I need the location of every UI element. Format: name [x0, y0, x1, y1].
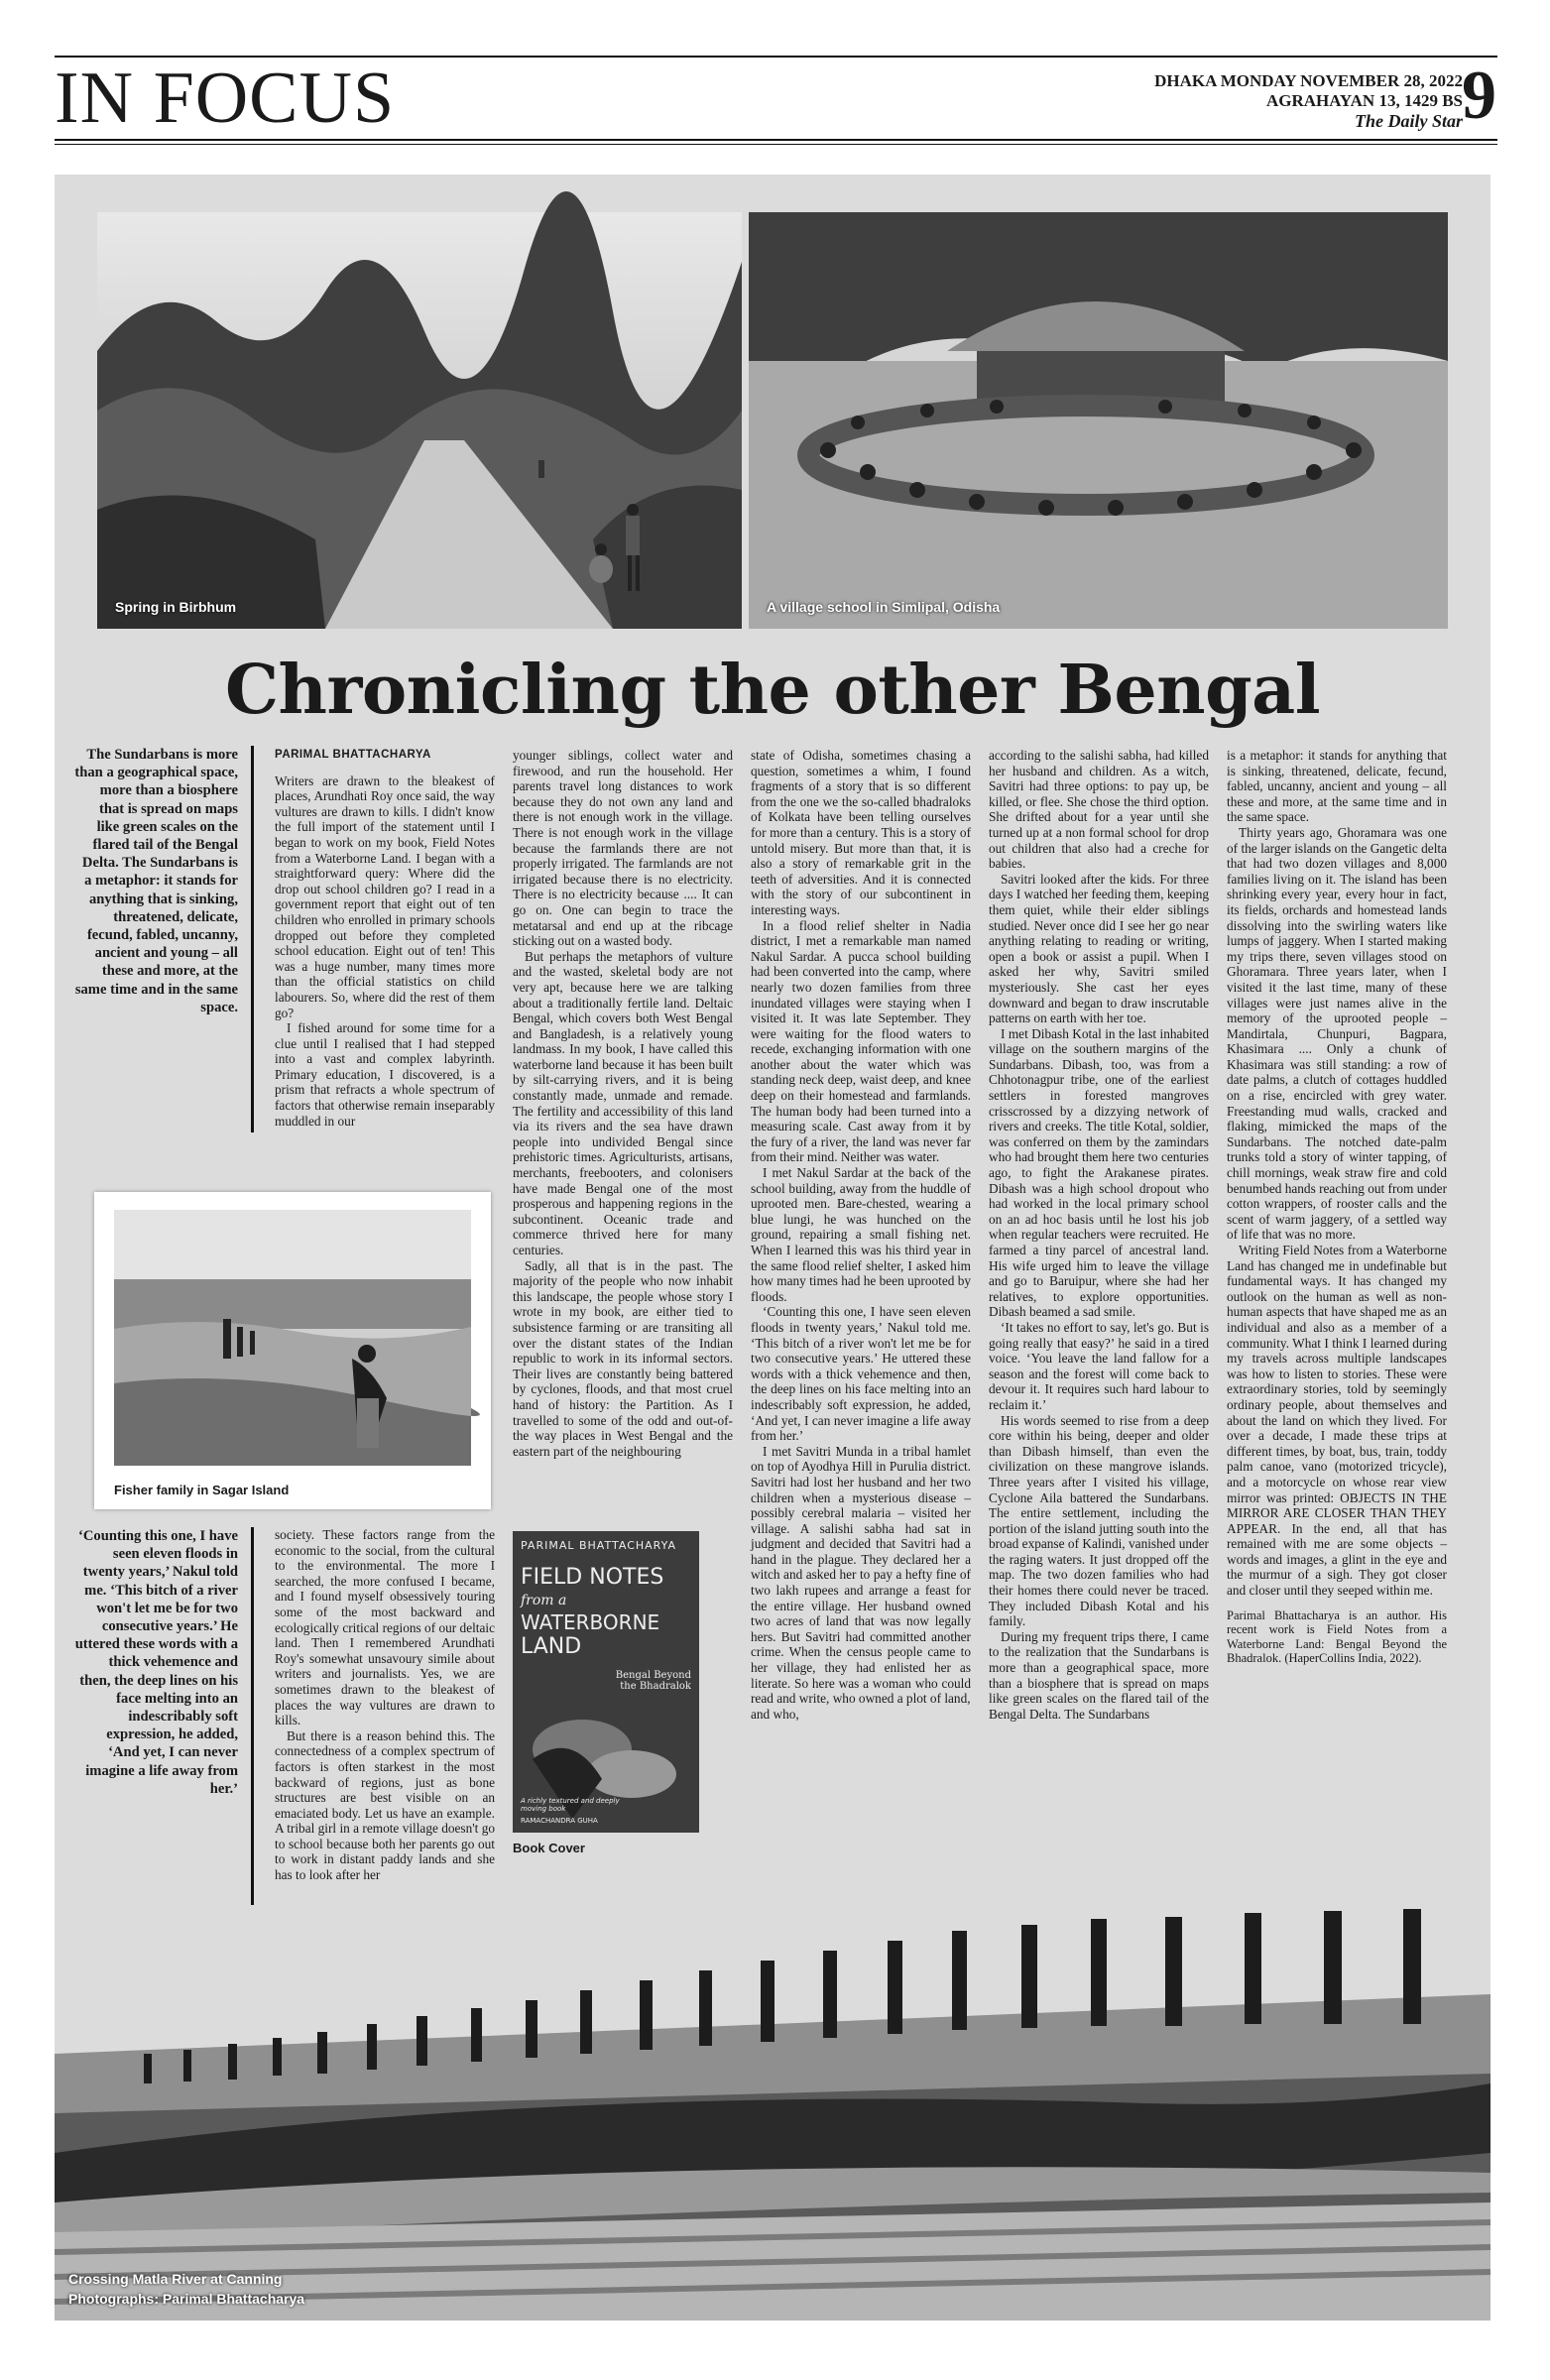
col4-paragraph: I met Dibash Kotal in the last inhabited village on the southern margins of the Sundarbans. Dibash, too, was from a Chhotonagpur tribe, one of the earliest settlers in forested mangroves crisscrossed by a dizzying network of rivers and creeks. The title Kotal, soldier, was conferred on them by the zamindars who had brought them here two centuries ago, to fight the Arakanese pirates. Dibash was a high school dropout who had worked in the local primary school on an ad hoc basis until he lost his job when regular teachers were recruited. He farmed a tiny parcel of ancestral land. His wife urged him to leave the village and go to Baruipur, where she had her relatives, to explore opportunities. Dibash beamed a sad smile. — [989, 1025, 1209, 1320]
photo-village-school-simlipal — [749, 212, 1448, 629]
author-bio: Parimal Bhattacharya is an author. His recent work is Field Notes from a Waterborne Land: Bengal Beyond the Bhadralok. (HaperCollins India, 2022). — [1227, 1607, 1447, 1666]
book-blurb-by: RAMACHANDRA GUHA — [521, 1817, 598, 1825]
book-blurb: A richly textured and deeply moving book — [521, 1797, 620, 1813]
book-author: PARIMAL BHATTACHARYA — [521, 1539, 677, 1552]
col3-paragraph: ‘Counting this one, I have seen eleven floods in twenty years,’ Nakul told me. ‘This bitch of a river won't let me be for two consecutive years.’ He uttered these words with a thick vehemence and then, the deep lines on his face melting into an indescribably soft expression, he added, ‘And yet, I can never imagine a life away from her.’ — [751, 1304, 971, 1444]
col4-paragraph: according to the salishi sabha, had killed her husband and children. As a witch, Savitri had three options: to pay up, be killed, or flee. She chose the third option. She drifted about for a year until she turned up at a non formal school for drop out children that also had a creche for babies. — [989, 748, 1209, 872]
pullquote-sundarbans: The Sundarbans is more than a geographical space, more than a biosphere that is spread on maps like green scales on the flared tail of the Bengal Delta. The Sundarbans is a metaphor: it stands for anything that is sinking, threatened, delicate, fecund, fabled, uncanny, ancient and young – all these and more, at the same time and in the same space. — [74, 747, 238, 1015]
photo-fisher-family — [114, 1210, 471, 1466]
col2-paragraph: younger siblings, collect water and firewood, and run the household. Her parents travel long distances to work because they do not own any land and there is not enough work in the village. There is not enough work in the village because the farmlands there are not properly irrigated. The farmlands are not irrigated because there is no electricity. There is no electricity because .... It can go on. One can begin to trace the metatarsal and end up at the ribcage sticking out on a wasted body. — [513, 748, 733, 949]
col4-paragraph: Savitri looked after the kids. For three days I watched her feeding them, keeping them quiet, while their elder siblings studied. Never once did I see her go near anything relating to reading or writing, open a book or assist a pupil. When I asked her why, Savitri smiled mysteriously. She cast her eyes downward and began to draw inscrutable patterns on earth with her toe. — [989, 871, 1209, 1026]
paper-name: The Daily Star — [1354, 111, 1463, 131]
date-line: DHAKA MONDAY NOVEMBER 28, 2022 — [1154, 71, 1463, 90]
article-column-3 — [751, 748, 971, 1868]
col3-paragraph: I met Savitri Munda in a tribal hamlet on top of Ayodhya Hill in Purulia district. Savitri had lost her husband and her two children when a mysterious disease – possibly cerebral malaria – visited her village. A salishi sabha had sat in judgment and decided that Savitri had a hand in the plague. They declared her a witch and asked her to pay a hefty fine of two lakh rupees and arrange a feast for the entire village. Her husband owned two acres of land that was now legally hers. But Savitri had committed another crime. When the census people came to her village, they had enlisted her as literate. So here was a woman who could read and write, who owned a plot of land, — [751, 1443, 971, 1707]
article-column-1b — [275, 1527, 495, 1883]
col1b-paragraph: society. These factors range from the economic to the social, from the cultural to the environmental. The more I searched, the more confused I became, and I found myself obsessively touring some of the most backward and ecologically critical regions of our deltaic land. Then I remembered Arundhati Roy's somewhat unsavoury simile about writers and journalists. Yes, we are sometimes drawn to the bleakest of places the way vultures are drawn to kills. — [275, 1527, 495, 1728]
col3-paragraph: state of Odisha, sometimes chasing a question, sometimes a whim, I found fragments of a story that is so different from the one we the so-called bhadraloks of Kolkata have been telling ourselves for more than a century. This is a story of untold misery. But more than that, it is also a story of remarkable grit in the teeth of adversities. And it is connected with the story of our subcontinent in interesting ways. — [751, 748, 971, 917]
fisher-family-image — [114, 1210, 471, 1466]
col5-paragraph: Thirty years ago, Ghoramara was one of the larger islands on the Gangetic delta that had two dozen villages and 8,000 families living on it. The island has been shrinking every year, every hour in fact, its fields, orchards and homestead lands dissolving into the swirling waters like lumps of jaggery. When I started making my trips there, seven villages stood on Ghoramara. Three years later, when I visited it the last time, many of these villages were just names alive in the memory of the uprooted people – Mandirtala, Chunpuri, Bagpara, Khasimara .... Only a chunk of Khasimara was still standing: a row of date palms, a clutch of cottages huddled on a rise, encircled with grey water. Freestanding mud walls, cracked and flaking, mimicked the maps of the Sundarbans. The notched date-palm trunks told a story of winter tapping, of chill mornings, weak straw fire and cold benumbed hands reaching out from under cotton wrappers, of rooster calls and the scent of warm jaggery, of a settled way of life that was no more. — [1227, 824, 1447, 1243]
pullquote-rule-2 — [251, 1527, 254, 1924]
col5-paragraph: is a metaphor: it stands for anything that is sinking, threatened, delicate, fecund, fabled, uncanny, ancient and young – all these and more, at the same time and in the same space. — [1227, 748, 1447, 825]
col1b-paragraph: But there is a reason behind this. The connectedness of a complex spectrum of factors is often starkest in the most backward of regions, just as bone structures are best visible on an emaciated body. Let us have an example. A tribal girl in a remote village doesn't go to school because both her parents go out to work in distant paddy lands and she has to look after her — [275, 1727, 495, 1883]
feature-panel — [55, 175, 1490, 2320]
fisher-family-photo-box — [94, 1192, 491, 1509]
village-school-image — [749, 212, 1448, 629]
pullquote-rule-1 — [251, 746, 254, 1132]
caption-book-cover: Book Cover — [513, 1841, 585, 1855]
col5-paragraph: Writing Field Notes from a Waterborne Land has changed me in undefinable but fundamental ways. It has changed my outlook on the human as well as non-human aspects that have shaped me as an individual and also as a member of a community. What I think I learned during my travels across multiple landscapes was how to listen to stories. These were extraordinary stories, told by seemingly ordinary people, about themselves and about the land on which they lived. For over a decade, I made these trips at different times, by boat, bus, train, toddy palm canoe, vano (motorized tricycle), and a motorcycle on whose rear view mirror was printed: OBJECTS IN THE MIRROR ARE CLOSER THAN THEY APPEAR. In the end, all that has remained with me are some objects – words and images, a glint in the eye and the murmur of a sigh. They got closer and closer until they seeped within me. — [1227, 1243, 1447, 1599]
birbhum-image — [97, 212, 742, 629]
caption-crossing-matla: Crossing Matla River at Canning — [68, 2271, 283, 2287]
pullquote-nakul: ‘Counting this one, I have seen eleven floods in twenty years,’ Nakul told me. ‘This bitch of a river won't let me be for two consecutive years.’ He uttered these words with a thick vehemence and then, the deep lines on his face melting into an indescribably soft expression, he added, ‘And yet, I can never imagine a life away from her.’ — [74, 1528, 238, 1797]
photo-spring-in-birbhum — [97, 212, 742, 629]
section-title: IN FOCUS — [55, 58, 396, 139]
col4-paragraph: His words seemed to rise from a deep core within his being, deeper and older than Dibash himself, than even the civilization on these mangrove islands. Three years after I visited his village, Cyclone Aila battered the Sundarbans. The entire settlement, including the portion of the island jutting south into the broad expanse of Kalindi, vanished under the raging waters. It just dropped off the map. The two dozen families who had their homes there could never be traced. They included Dibash Kotal and his family. — [989, 1412, 1209, 1629]
article-column-1 — [275, 748, 495, 1184]
col1-paragraph: I fished around for some time for a clue until I realised that I had stepped into a vast and complex labyrinth. Primary education, I discovered, is a prism that refracts a whole spectrum of factors that otherwise remain inseparably muddled in our — [275, 1020, 495, 1129]
article-column-2 — [513, 748, 733, 1511]
byline: PARIMAL BHATTACHARYA — [275, 749, 431, 761]
book-cover — [513, 1531, 699, 1833]
book-title-2: from a — [521, 1593, 567, 1608]
book-subtitle: Bengal Beyond the Bhadralok — [615, 1670, 691, 1692]
headline: Chronicling the other Bengal — [224, 651, 1321, 730]
book-title-1: FIELD NOTES — [521, 1565, 664, 1590]
masthead-meta — [1154, 71, 1463, 131]
col3-paragraph: I met Nakul Sardar at the back of the school building, away from the huddle of uprooted men. Bare-chested, wearing a blue lungi, he was hunched on the ground, repairing a small fishing net. When I learned this was his third year in the same flood relief shelter, I asked him how many times had he been uprooted by floods. — [751, 1165, 971, 1304]
col4-paragraph: During my frequent trips there, I came to the realization that the Sundarbans is more than a geographical space, more than a biosphere that is spread on maps like green scales on the flared tail of the Bengal Delta. The Sundarbans — [989, 1628, 1209, 1722]
page-number: 9 — [1462, 58, 1496, 134]
col3-paragraph: and who, — [751, 1706, 799, 1722]
caption-village-school: A village school in Simlipal, Odisha — [767, 599, 1001, 615]
col1-paragraph: Writers are drawn to the bleakest of places, Arundhati Roy once said, the way vultures are drawn to kills. I didn't know the full import of the statement until I began to work on my book, Field Notes from a Waterborne Land. I began with a straightforward query: Where did the drop out school children go? I read in a government report that eight out of ten children who enrolled in primary schools dropped out before they completed school education. Eight out of ten! This was a huge number, many times more than the official statistics on child labourers. So, where did the rest of them go? — [275, 773, 495, 1020]
caption-photo-credit: Photographs: Parimal Bhattacharya — [68, 2291, 305, 2307]
book-title-3: WATERBORNE — [521, 1610, 660, 1634]
river-crossing-image — [55, 1905, 1490, 2320]
masthead-bottom-rule-thin — [55, 144, 1497, 145]
photo-crossing-matla-river — [55, 1905, 1490, 2320]
bengali-date-line: AGRAHAYAN 13, 1429 BS — [1265, 91, 1463, 110]
caption-fisher-family: Fisher family in Sagar Island — [114, 1483, 290, 1497]
caption-spring-in-birbhum: Spring in Birbhum — [115, 599, 237, 615]
col2-paragraph: But perhaps the metaphors of vulture and the wasted, skeletal body are not very apt, because here we are talking about a traditionally fertile land. Deltaic Bengal, which covers both West Bengal and Bangladesh, is a relatively young landmass. In my book, I have called this waterborne land because it has been built by silt-carrying rivers, and it is being constantly made, unmade and remade. The fertility and accessibility of this land via its rivers and the sea have drawn people into undivided Bengal since prehistoric times. Agriculturists, artisans, merchants, freebooters, and colonisers have made Bengal one of the most prosperous and happening regions in the subcontinent. Oceanic trade and commerce thrived here for many centuries. — [513, 948, 733, 1257]
col4-paragraph: ‘It takes no effort to say, let's go. But is going really that easy?’ he said in a tired voice. ‘You leave the land fallow for a season and the forest will come back to devour it. It requires such hard labour to reclaim it.’ — [989, 1319, 1209, 1412]
masthead-bottom-rule — [55, 139, 1497, 141]
col2-paragraph: Sadly, all that is in the past. The majority of the people who now inhabit this landscape, the people whose story I wrote in my book, are either tied to subsistence farming or are transiting all over the distant states of the Indian republic to work in its informal sectors. Their lives are constantly being battered by cyclones, floods, and that most cruel hand of history: the Partition. As I travelled to some of the odd and out-of-the way places in West Bengal and the eastern part of the neighbouring — [513, 1257, 733, 1459]
book-title-4: LAND — [521, 1634, 582, 1659]
article-column-5 — [1227, 748, 1447, 1799]
col3-paragraph: In a flood relief shelter in Nadia district, I met a remarkable man named Nakul Sardar. A pucca school building had been converted into the camp, where nearly two dozen families from three inundated villages were staying when I visited it. It was late September. They were waiting for the flood waters to recede, exchanging information with one another about the water which was standing neck deep, waist deep, and knee deep on their homestead and farmlands. The human body had been turned into a measuring scale. Cast away from it by the fury of a river, the land was never far from their mind. Neither was water. — [751, 917, 971, 1165]
article-column-4 — [989, 748, 1209, 1829]
